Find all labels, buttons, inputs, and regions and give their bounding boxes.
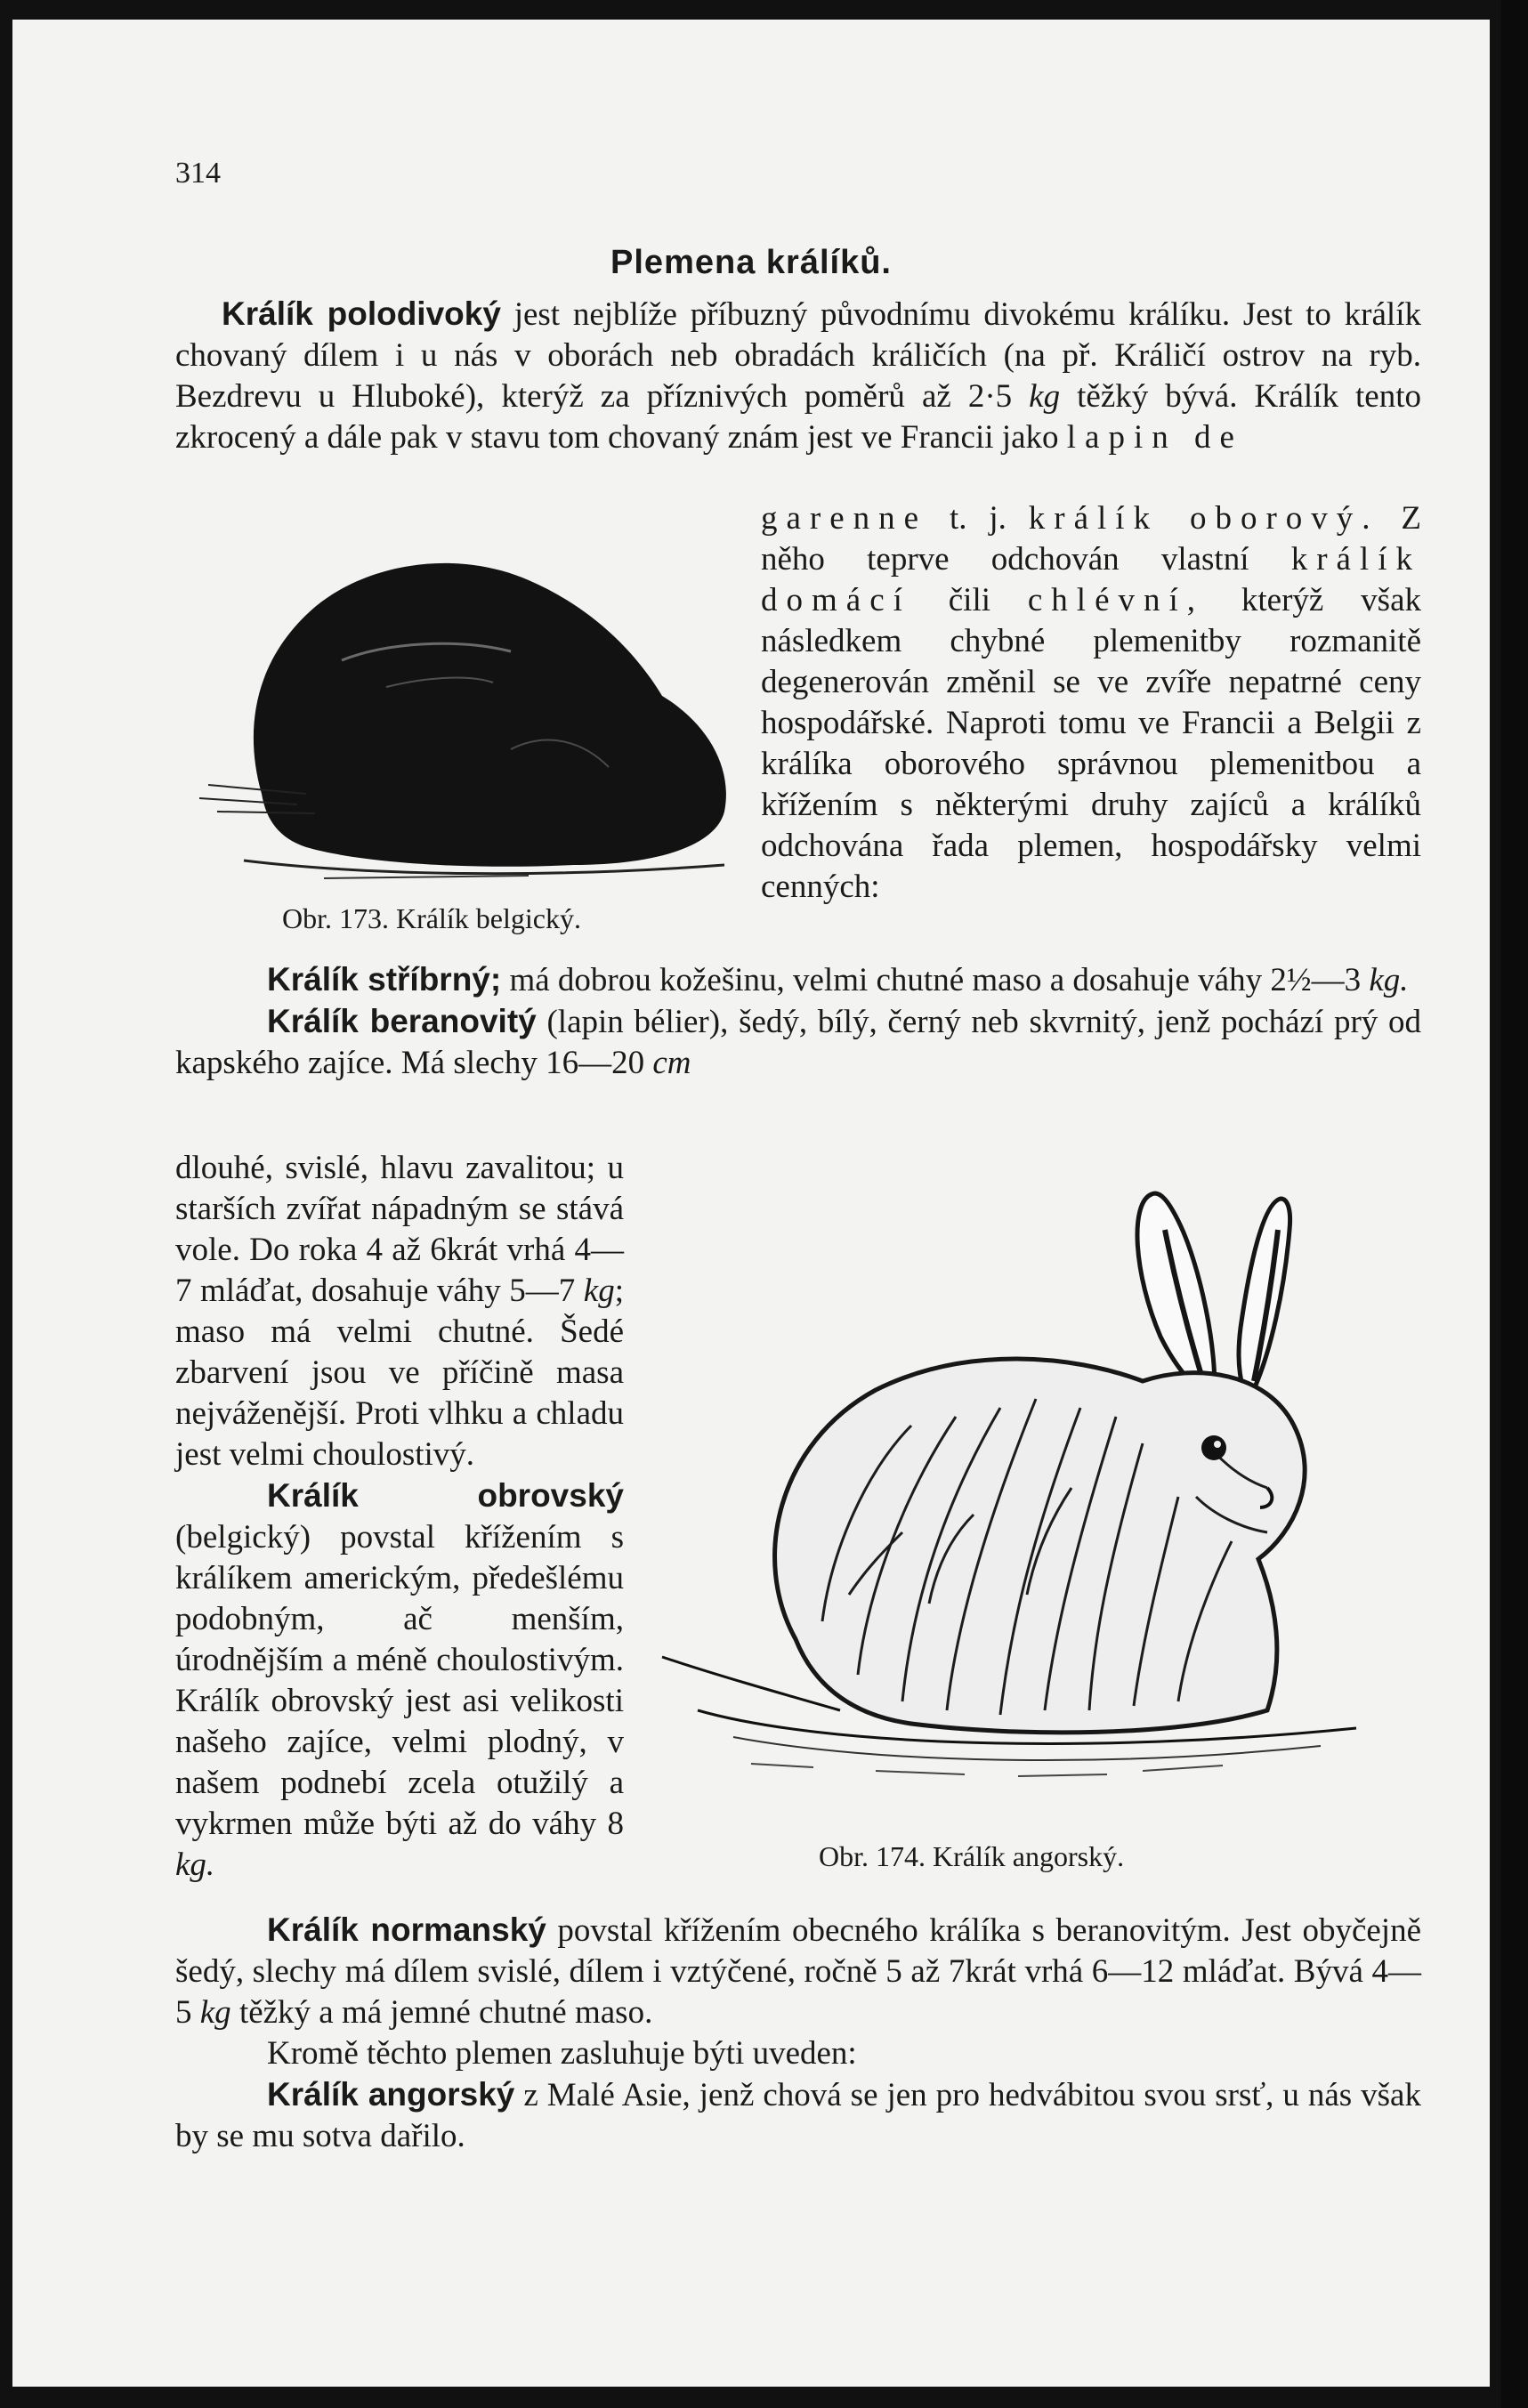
spaced-kralik-oborovy: králík oborový. [1028,500,1379,537]
lead-obrovsky: Králík obrovský [267,1477,624,1514]
lead-beranovity: Králík beranovitý [267,1003,537,1039]
paragraphs-bottom [175,1910,1421,2157]
figure-174-caption: Obr. 174. Králík angorský. [819,1840,1125,1872]
book-page [12,20,1490,2387]
text-normansky-b: těžký a má jemné chutné maso. [230,1994,653,2031]
paragraphs-narrow-column [175,1148,624,1886]
figure-173-caption: Obr. 173. Králík belgický. [282,902,581,934]
angora-rabbit-illustration [644,1176,1419,1790]
text-beranovity-b: dlouhé, svislé, hlavu zavalitou; u starších zvířat nápadným se stává vole. Do roka 4 až 6krát vrhá 4—7 mláďat, dosahuje váhy 5—7 [175,1150,624,1309]
text-obrovsky-a: (belgický) povstal křížením s králíkem americkým, předešlému podobným, ač menším, úrodnějším a méně choulostivým. Králík obrovský jest asi velikosti našeho zajíce, velmi plodný, v našem podnebí zcela otužilý a vykrmen může býti až do váhy 8 [175,1519,624,1842]
figure-angora-rabbit [644,1176,1419,1790]
spaced-kralik-domaci: králík domácí [761,541,1421,618]
unit-kg: kg [1029,378,1061,415]
text-polodivoky-b: těžký bývá. Králík tento zkrocený a dále pak v stavu tom chovaný znám jest ve Francii jako [175,378,1421,456]
text-transition: Kromě těchto plemen zasluhuje býti uveden: [267,2035,857,2072]
lead-angorsky: Králík angorský [267,2076,515,2113]
lead-normansky: Králík normanský [267,1911,546,1948]
text-polodivoky-a: jest nejblíže příbuzný původnímu divokému králíku. Jest to králík chovaný dílem i u nás v oborách neb obradách králičích (na př. Králičí ostrov na ryb. Bezdrevu u Hluboké), kterýž za příznivých poměrů až 2·5 [175,296,1421,415]
unit-kg-obrovsky: kg. [175,1846,215,1883]
lead-polodivoky: Králík polodivoký [222,295,501,332]
text-normansky-a: povstal křížením obecného králíka s beranovitým. Jest obyčejně šedý, slechy má dílem svislé, dílem i vztýčené, ročně 5 až 7krát vrhá 6—12 mláďat. Bývá 4—5 [175,1912,1421,2031]
unit-kg-stribrny: kg. [1369,962,1409,998]
paragraph-polodivoky [175,294,1421,458]
belgian-rabbit-illustration [190,527,751,883]
text-polodivoky-e: čili [910,582,1028,618]
text-polodivoky-f: kterýž však následkem chybné plemenitby rozmanitě degenerován změnil se ve zvíře nepatrné ceny hospodářské. Naproti tomu ve Francii a Belgii z králíka oborového správnou plemenitbou a křížením s některými druhy zajíců a králíků odchována řada plemen, hospodářsky velmi cenných: [761,582,1421,905]
text-beranovity-a: (lapin bélier), šedý, bílý, černý neb skvrnitý, jenž pochází prý od kapského zajíce. Má slechy 16—20 [175,1004,1422,1081]
spaced-lapin-de: lapin de [1066,419,1243,456]
section-heading: Plemena králíků. [610,244,892,281]
text-stribrny-a: má dobrou kožešinu, velmi chutné maso a dosahuje váhy 2½—3 [501,962,1370,998]
unit-kg-beranovity: kg [583,1273,615,1309]
lead-stribrny: Králík stříbrný; [267,961,502,998]
unit-cm: cm [652,1045,691,1081]
scan-edge [1501,0,1528,2408]
paragraph-polodivoky-continued [761,498,1421,908]
paragraphs-stribrny-beranovity [175,959,1421,1084]
unit-kg-normansky: kg [199,1994,231,2031]
text-angorsky-a: z Malé Asie, jenž chová se jen pro hedvábitou svou srsť, u nás však by se mu sotva dařilo. [175,2077,1421,2154]
spaced-chlevni: chlévní, [1027,582,1205,618]
spaced-garenne: garenne [761,500,928,537]
text-beranovity-c: ; maso má velmi chutné. Šedé zbarvení jsou ve příčině masa nejváženější. Proti vlhku a chladu jest velmi choulostivý. [175,1273,624,1473]
figure-belgian-rabbit [190,527,751,883]
text-polodivoky-c: t. j. [927,500,1029,537]
text-polodivoky-d: Z něho teprve odchován vlastní [761,500,1422,578]
page-number: 314 [175,157,221,190]
